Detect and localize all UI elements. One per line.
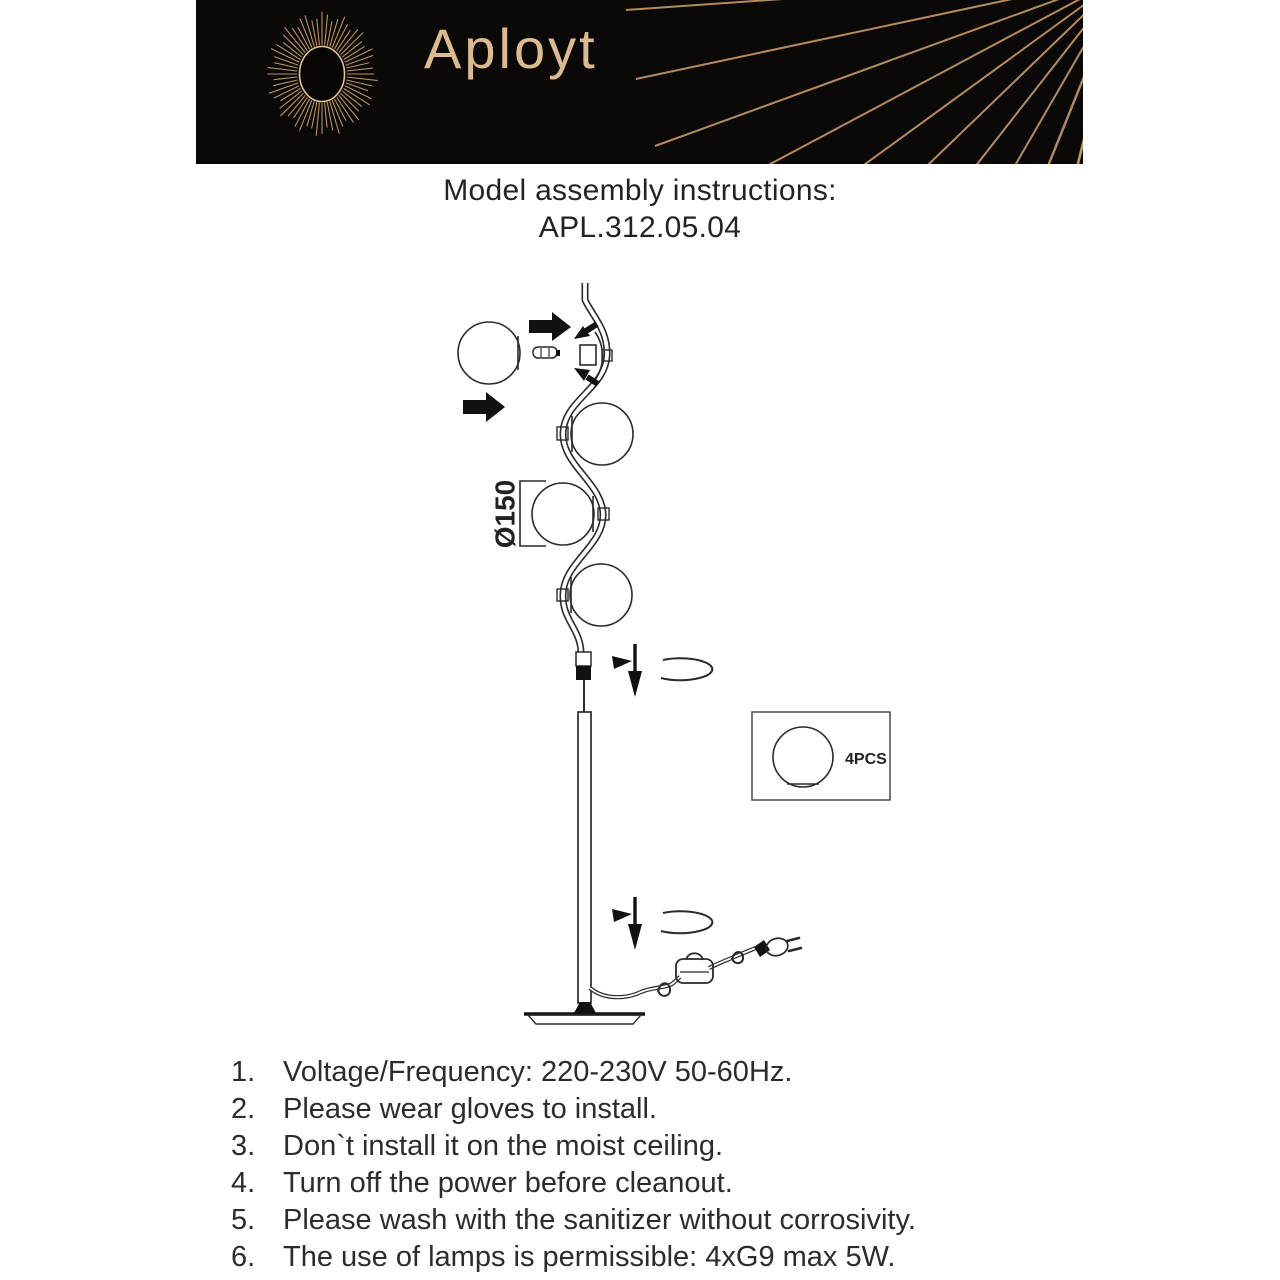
- g9-bulb-icon: [533, 347, 560, 358]
- brand-name: Aployt: [424, 17, 598, 80]
- instruction-text: The use of lamps is permissible: 4xG9 max 5W.: [283, 1241, 896, 1273]
- instruction-item: [231, 1202, 1091, 1239]
- instruction-list: [231, 1054, 1091, 1276]
- dimension-callout: [489, 480, 546, 549]
- instruction-item: [231, 1054, 1091, 1091]
- title-block: [0, 172, 1280, 246]
- instruction-number: 4.: [231, 1167, 256, 1199]
- brand-header: [196, 0, 1083, 164]
- instruction-text: Please wash with the sanitizer without corrosivity.: [283, 1204, 916, 1236]
- align-arrow-icon: [574, 324, 597, 339]
- instruction-text: Turn off the power before cleanout.: [283, 1167, 733, 1199]
- sunburst-logo-icon: [267, 12, 377, 136]
- lamp-base: [524, 1002, 645, 1024]
- instruction-item: [231, 1239, 1091, 1276]
- instruction-item: [231, 1091, 1091, 1128]
- instruction-number: 3.: [231, 1130, 256, 1162]
- instruction-text: Please wear gloves to install.: [283, 1093, 657, 1125]
- instruction-number: 1.: [231, 1056, 256, 1088]
- rotate-arrow-icon: [612, 897, 712, 950]
- instruction-item: [231, 1165, 1091, 1202]
- rotate-arrow-icon: [612, 644, 712, 697]
- dimension-label: Ø150: [489, 479, 521, 549]
- floor-pole: [578, 712, 591, 1003]
- power-cord: [590, 948, 756, 997]
- lamp-drawing: [430, 266, 900, 1056]
- inline-switch: [676, 953, 713, 983]
- insert-arrow-icon: [529, 312, 571, 341]
- parts-count-box: [752, 712, 890, 800]
- instruction-item: [231, 1128, 1091, 1165]
- model-number: APL.312.05.04: [538, 211, 742, 244]
- instruction-number: 5.: [231, 1204, 256, 1236]
- assembly-diagram: [430, 266, 900, 1061]
- power-plug-icon: [754, 936, 801, 958]
- instruction-number: 2.: [231, 1093, 256, 1125]
- align-arrow-icon: [574, 368, 598, 384]
- insert-arrow-icon: [463, 392, 505, 422]
- instruction-number: 6.: [231, 1241, 256, 1273]
- instruction-text: Voltage/Frequency: 220-230V 50-60Hz.: [283, 1056, 793, 1088]
- page-title: Model assembly instructions:: [443, 174, 837, 207]
- header-decoration: [196, 0, 1083, 164]
- parts-count-label: 4PCS: [845, 751, 887, 768]
- glass-globe-detached: [458, 322, 520, 384]
- instruction-text: Don`t install it on the moist ceiling.: [283, 1130, 724, 1162]
- pole-connector: [576, 652, 591, 712]
- corner-rays-decoration: [626, 0, 1083, 164]
